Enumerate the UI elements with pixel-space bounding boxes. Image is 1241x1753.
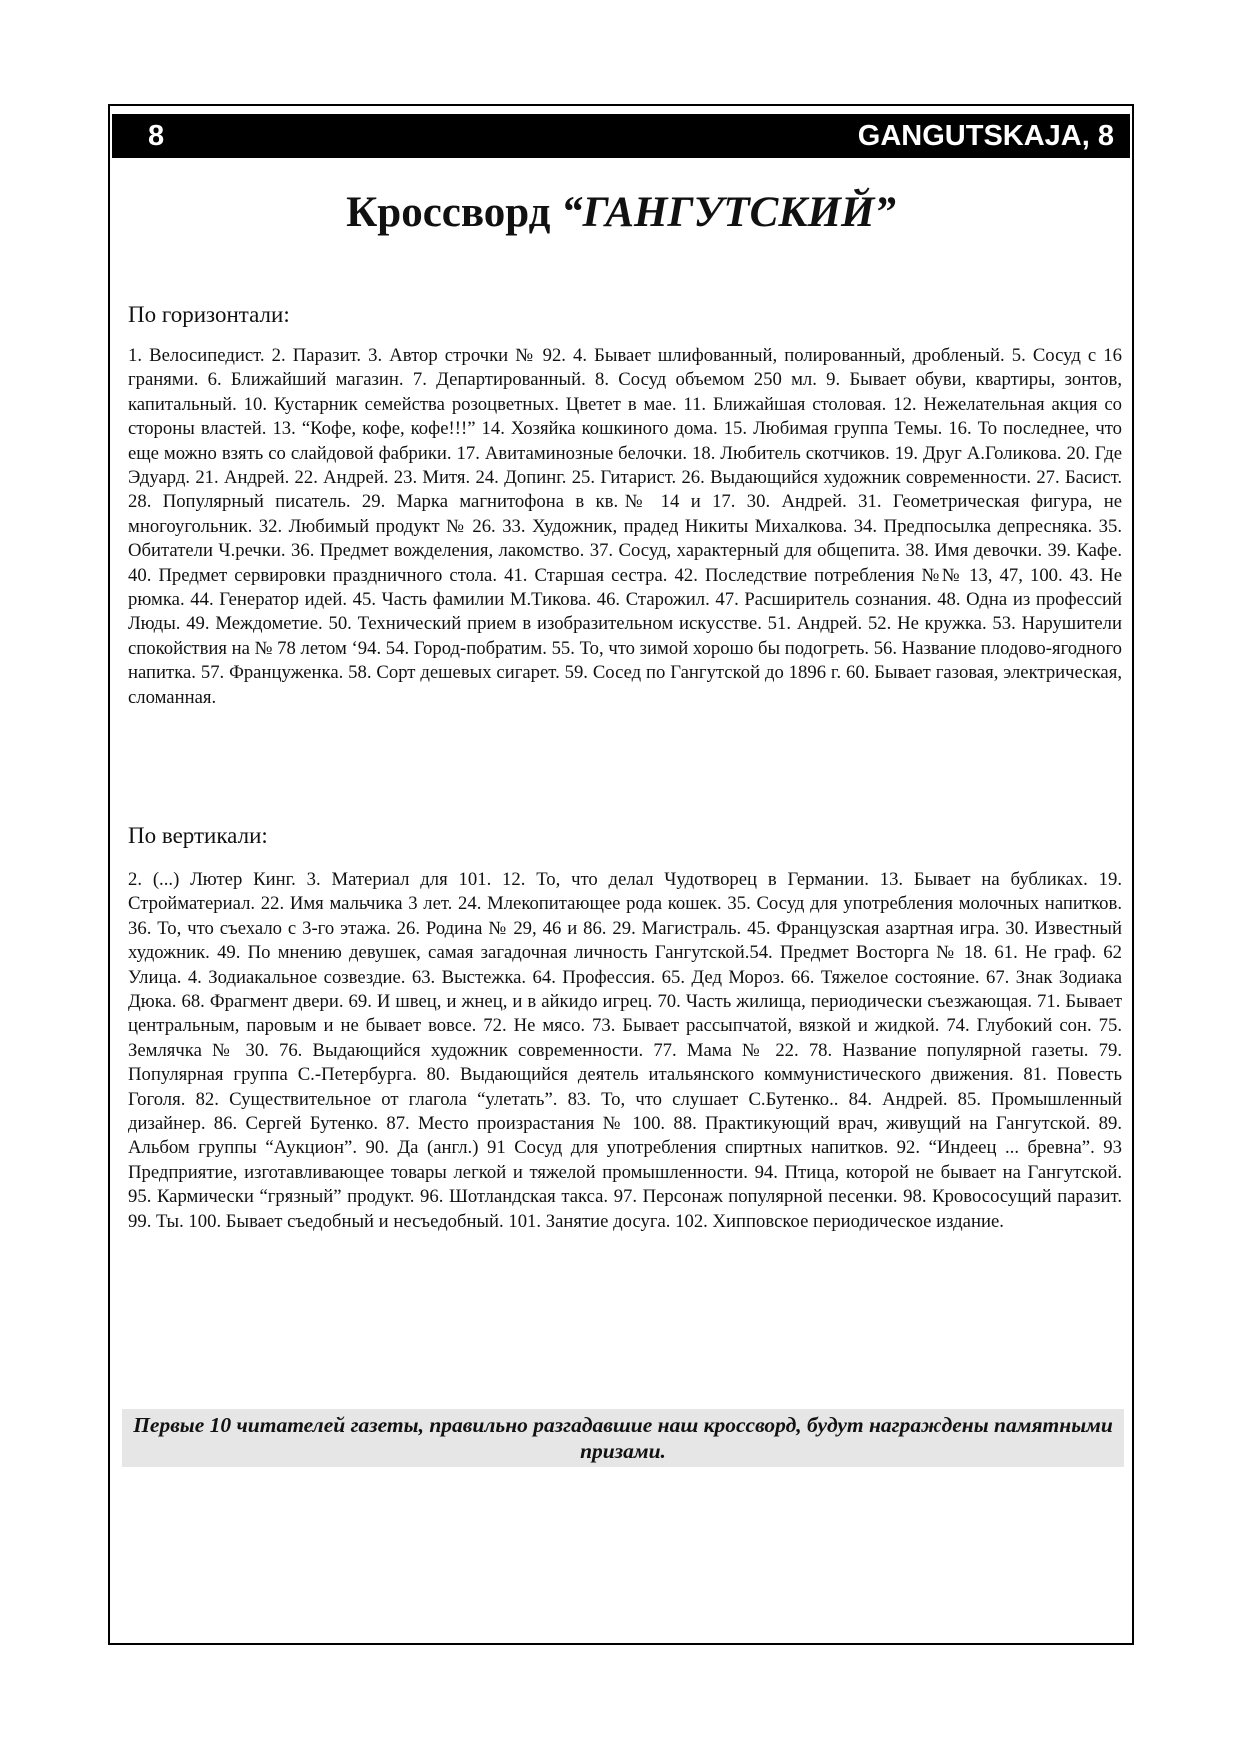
across-heading: По горизонтали: <box>128 302 290 327</box>
page-number: 8 <box>148 120 165 152</box>
down-clues: 2. (...) Лютер Кинг. 3. Материал для 101. 12. То, что делал Чудотворец в Германии. 13. Бывает на бубликах. 19. Стройматериал. 22. Имя мальчика 3 лет. 24. Млекопитающее рода кошек. 35. Сосуд для употребления молочных напитков. 36. То, что съехало с 3-го этажа. 26. Родина № 29, 46 и 86. 29. Магистраль. 45. Французская азартная игра. 30. Известный художник. 49. По мнению девушек, самая загадочная личность Гангутской.54. Предмет Восторга № 18. 61. Не граф. 62 Улица. 4. Зодиакальное созвездие. 63. Выстежка. 64. Профессия. 65. Дед Мороз. 66. Тяжелое состояние. 67. Знак Зодиака Дюка. 68. Фрагмент двери. 69. И швец, и жнец, и в айкидо игрец. 70. Часть жилища, периодически съезжающая. 71. Бывает центральным, паровым и не бывает вовсе. 72. Не мясо. 73. Бывает рассыпчатой, вязкой и жидкой. 74. Глубокий сон. 75. Землячка № 30. 76. Выдающийся художник современности. 77. Мама № 22. 78. Название популярной газеты. 79. Популярная группа С.-Петербурга. 80. Выдающийся деятель итальянского коммунистического движения. 81. Повесть Гоголя. 82. Существительное от глагола “улетать”. 83. То, что слушает С.Бутенко.. 84. Андрей. 85. Промышленный дизайнер. 86. Сергей Бутенко. 87. Место произрастания № 100. 88. Практикующий врач, живущий на Гангутской. 89. Альбом группы “Аукцион”. 90. Да (англ.) 91 Сосуд для употребления спиртных напитков. 92. “Индеец ... бревна”. 93 Предприятие, изготавливающее товары легкой и тяжелой промышленности. 94. Птица, которой не бывает на Гангутской. 95. Кармически “грязный” продукт. 96. Шотландская такса. 97. Персонаж популярной песенки. 98. Кровососущий паразит. 99. Ты. 100. Бывает съедобный и несъедобный. 101. Занятие досуга. 102. Хипповское периодическое издание. <box>128 869 1122 1232</box>
newspaper-name: GANGUTSKAJA, 8 <box>857 120 1114 152</box>
across-clues: 1. Велосипедист. 2. Паразит. 3. Автор строчки № 92. 4. Бывает шлифованный, полированный, дробленый. 5. Сосуд с 16 гранями. 6. Ближайший магазин. 7. Департированный. 8. Сосуд объемом 250 мл. 9. Бывает обуви, квартиры, зонтов, капитальный. 10. Кустарник семейства розоцветных. Цветет в мае. 11. Ближайшая столовая. 12. Нежелательная акция со стороны властей. 13. “Кофе, кофе, кофе!!!” 14. Хозяйка кошкиного дома. 15. Любимая группа Темы. 16. То последнее, что еще можно взять со слайдовой фабрики. 17. Авитаминозные белочки. 18. Любитель скотчиков. 19. Друг А.Голикова. 20. Где Эдуард. 21. Андрей. 22. Андрей. 23. Митя. 24. Допинг. 25. Гитарист. 26. Выдающийся художник современности. 27. Басист. 28. Популярный писатель. 29. Марка магнитофона в кв.№ 14 и 17. 30. Андрей. 31. Геометрическая фигура, не многоугольник. 32. Любимый продукт № 26. 33. Художник, прадед Никиты Михалкова. 34. Предпосылка депресняка. 35. Обитатели Ч.речки. 36. Предмет вожделения, лакомство. 37. Сосуд, характерный для общепита. 38. Имя девочки. 39. Кафе. 40. Предмет сервировки праздничного стола. 41. Старшая сестра. 42. Последствие потребления №№ 13, 47, 100. 43. Не рюмка. 44. Генератор идей. 45. Часть фамилии М.Тикова. 46. Старожил. 47. Расширитель сознания. 48. Одна из профессий Люды. 49. Междометие. 50. Технический прием в изобразительном искусстве. 51. Андрей. 52. Не кружка. 53. Нарушители спокойствия на № 78 летом ‘94. 54. Город-побратим. 55. То, что зимой хорошо бы подогреть. 56. Название плодово-ягодного напитка. 57. Француженка. 58. Сорт дешевых сигарет. 59. Сосед по Гангутской до 1896 г. 60. Бывает газовая, электрическая, сломанная. <box>128 345 1122 708</box>
title-prefix: Кроссворд <box>346 189 562 236</box>
header-bar <box>112 114 1130 158</box>
page-frame <box>108 104 1134 1645</box>
down-heading: По вертикали: <box>128 823 268 848</box>
crossword-name: “ГАНГУТСКИЙ” <box>561 189 896 236</box>
prize-announcement: Первые 10 читателей газеты, правильно разгадавшие наш кроссворд, будут награждены памятными призами. <box>122 1409 1124 1467</box>
page-title <box>110 188 1132 237</box>
